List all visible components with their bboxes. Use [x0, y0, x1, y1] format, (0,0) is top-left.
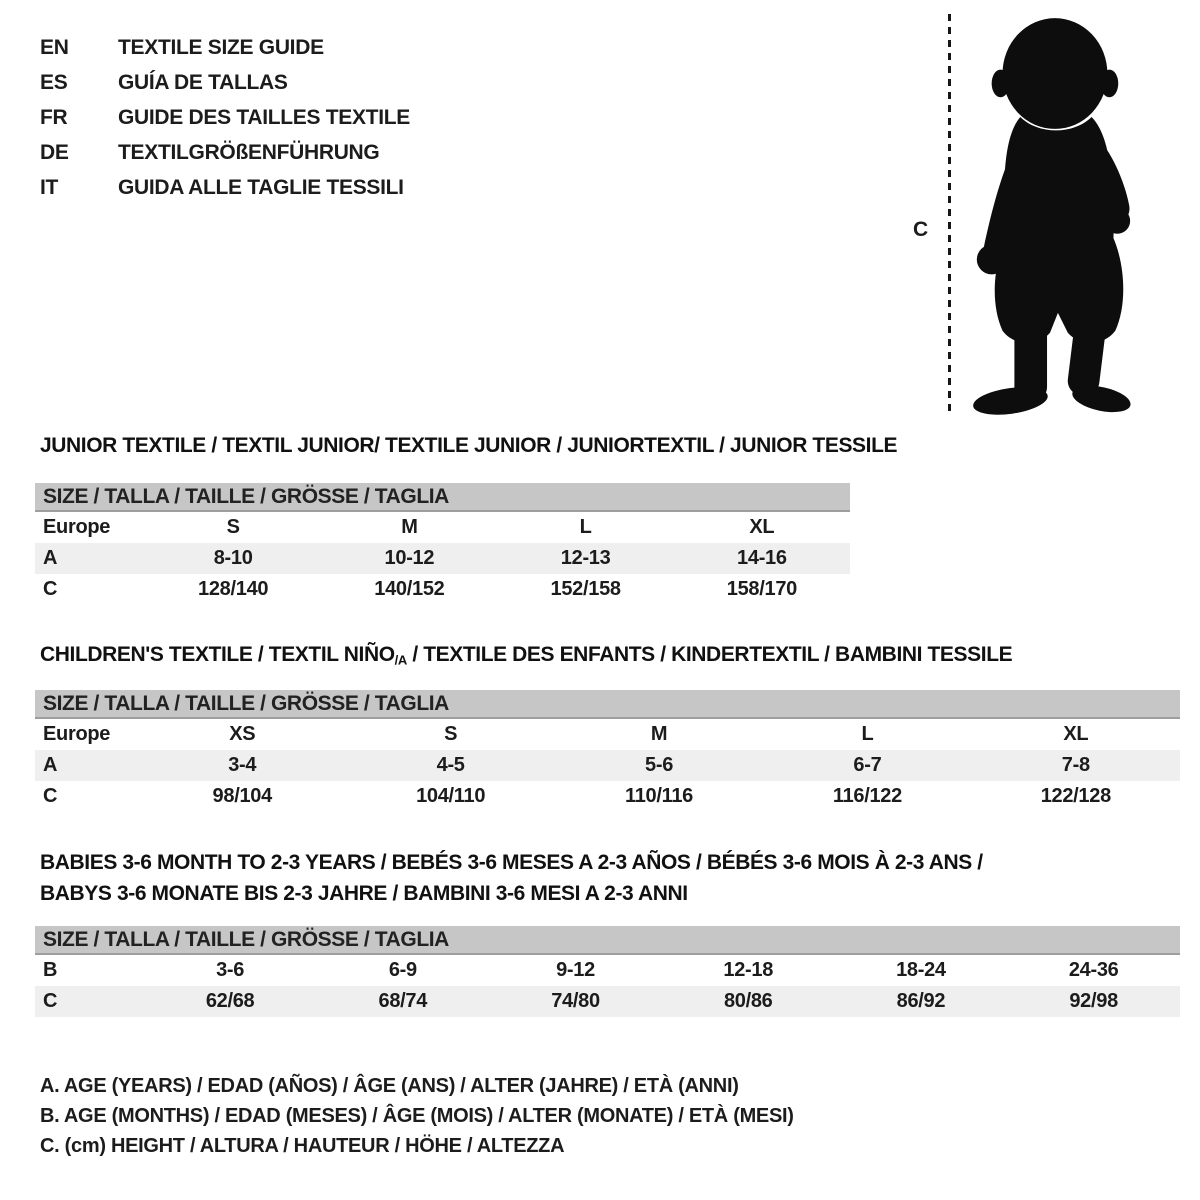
- table-cell: 98/104: [212, 785, 272, 807]
- table-cell: 128/140: [198, 578, 269, 600]
- toddler-silhouette-icon: [959, 12, 1142, 416]
- language-code: IT: [40, 175, 59, 199]
- language-code: DE: [40, 140, 69, 164]
- table-row: [35, 955, 1180, 986]
- junior-table-rows: [35, 512, 850, 605]
- language-title: GUIDA ALLE TAGLIE TESSILI: [118, 175, 404, 199]
- row-label: Europe: [43, 516, 111, 538]
- table-cell: 6-9: [388, 959, 417, 981]
- junior-section-title: JUNIOR TEXTILE / TEXTIL JUNIOR/ TEXTILE JUNIOR / JUNIORTEXTIL / JUNIOR TESSILE: [40, 434, 898, 457]
- legend-line-c: C. (cm) HEIGHT / ALTURA / HAUTEUR / HÖHE / ALTEZZA: [40, 1134, 565, 1157]
- children-size-table: [35, 690, 1180, 812]
- language-code: FR: [40, 105, 68, 129]
- table-cell: 3-4: [228, 754, 257, 776]
- row-label: C: [43, 785, 58, 807]
- children-table-rows: [35, 719, 1180, 812]
- table-cell: 6-7: [853, 754, 882, 776]
- language-title: GUIDE DES TAILLES TEXTILE: [118, 105, 410, 129]
- table-cell: S: [226, 516, 240, 538]
- table-cell: 14-16: [737, 547, 787, 569]
- row-label: A: [43, 547, 58, 569]
- babies-size-table: [35, 926, 1180, 1017]
- babies-table-rows: [35, 955, 1180, 1017]
- table-row: [35, 574, 850, 605]
- table-cell: 74/80: [551, 990, 600, 1012]
- table-cell: S: [444, 723, 458, 745]
- table-cell: 68/74: [378, 990, 428, 1012]
- table-cell: 104/110: [416, 785, 486, 807]
- size-table-header: SIZE / TALLA / TAILLE / GRÖSSE / TAGLIA: [35, 483, 850, 512]
- legend-line-b: B. AGE (MONTHS) / EDAD (MESES) / ÂGE (MOIS) / ALTER (MONATE) / ETÀ (MESI): [40, 1104, 794, 1127]
- table-cell: XL: [1063, 723, 1089, 745]
- table-cell: 80/86: [723, 990, 773, 1012]
- row-label: C: [43, 990, 58, 1012]
- size-table-header: SIZE / TALLA / TAILLE / GRÖSSE / TAGLIA: [35, 690, 1180, 719]
- table-row: [35, 719, 1180, 750]
- babies-section-title-line1: BABIES 3-6 MONTH TO 2-3 YEARS / BEBÉS 3-6 MESES A 2-3 AÑOS / BÉBÉS 3-6 MOIS À 2-3 ANS /: [40, 851, 983, 874]
- row-label: Europe: [43, 723, 111, 745]
- table-row: [35, 750, 1180, 781]
- language-title: TEXTILGRÖßENFÜHRUNG: [118, 140, 380, 164]
- table-cell: 3-6: [216, 959, 245, 981]
- table-cell: 62/68: [205, 990, 255, 1012]
- row-label: A: [43, 754, 58, 776]
- table-cell: 122/128: [1040, 785, 1111, 807]
- language-title: TEXTILE SIZE GUIDE: [118, 35, 324, 59]
- table-cell: XL: [749, 516, 775, 538]
- legend: [40, 1071, 794, 1161]
- table-cell: 8-10: [213, 547, 253, 569]
- children-title-rest: / TEXTILE DES ENFANTS / KINDERTEXTIL / BAMBINI TESSILE: [406, 643, 1013, 666]
- table-cell: M: [650, 723, 668, 745]
- table-cell: 158/170: [726, 578, 797, 600]
- junior-size-table: [35, 483, 850, 605]
- table-cell: 5-6: [645, 754, 674, 776]
- language-row-en: [40, 30, 410, 65]
- language-list: [40, 30, 410, 205]
- table-row: [35, 781, 1180, 812]
- children-title-subscript: /A: [394, 652, 407, 668]
- table-cell: L: [861, 723, 874, 745]
- size-table-header: SIZE / TALLA / TAILLE / GRÖSSE / TAGLIA: [35, 926, 1180, 955]
- table-cell: 7-8: [1061, 754, 1090, 776]
- table-cell: 12-18: [723, 959, 774, 981]
- height-measure-dashed-line: [948, 14, 951, 416]
- height-measure-label: C: [913, 218, 929, 241]
- row-label: C: [43, 578, 58, 600]
- table-cell: 152/158: [550, 578, 621, 600]
- table-cell: 9-12: [556, 959, 595, 981]
- table-cell: 18-24: [896, 959, 946, 981]
- language-row-it: [40, 170, 410, 205]
- table-cell: 86/92: [896, 990, 946, 1012]
- table-cell: 110/116: [625, 785, 694, 807]
- table-row: [35, 512, 850, 543]
- table-cell: L: [579, 516, 592, 538]
- table-cell: 4-5: [436, 754, 465, 776]
- table-cell: 92/98: [1069, 990, 1118, 1012]
- table-cell: 140/152: [374, 578, 445, 600]
- babies-section-title-line2: BABYS 3-6 MONATE BIS 2-3 JAHRE / BAMBINI 3-6 MESI A 2-3 ANNI: [40, 882, 688, 905]
- table-cell: 116/122: [832, 785, 902, 807]
- language-row-fr: [40, 100, 410, 135]
- table-cell: M: [401, 516, 418, 538]
- table-row: [35, 986, 1180, 1017]
- table-row: [35, 543, 850, 574]
- row-label: B: [43, 959, 58, 981]
- language-row-de: [40, 135, 410, 170]
- table-cell: XS: [229, 723, 256, 745]
- table-cell: 12-13: [560, 547, 611, 569]
- table-cell: 10-12: [384, 547, 435, 569]
- children-section-title: [40, 643, 1012, 668]
- language-code: EN: [40, 35, 69, 59]
- language-code: ES: [40, 70, 68, 94]
- children-title-main: CHILDREN'S TEXTILE / TEXTIL NIÑO: [40, 643, 395, 666]
- language-row-es: [40, 65, 410, 100]
- language-title: GUÍA DE TALLAS: [118, 70, 288, 94]
- table-cell: 24-36: [1068, 959, 1119, 981]
- legend-line-a: A. AGE (YEARS) / EDAD (AÑOS) / ÂGE (ANS) / ALTER (JAHRE) / ETÀ (ANNI): [40, 1074, 739, 1097]
